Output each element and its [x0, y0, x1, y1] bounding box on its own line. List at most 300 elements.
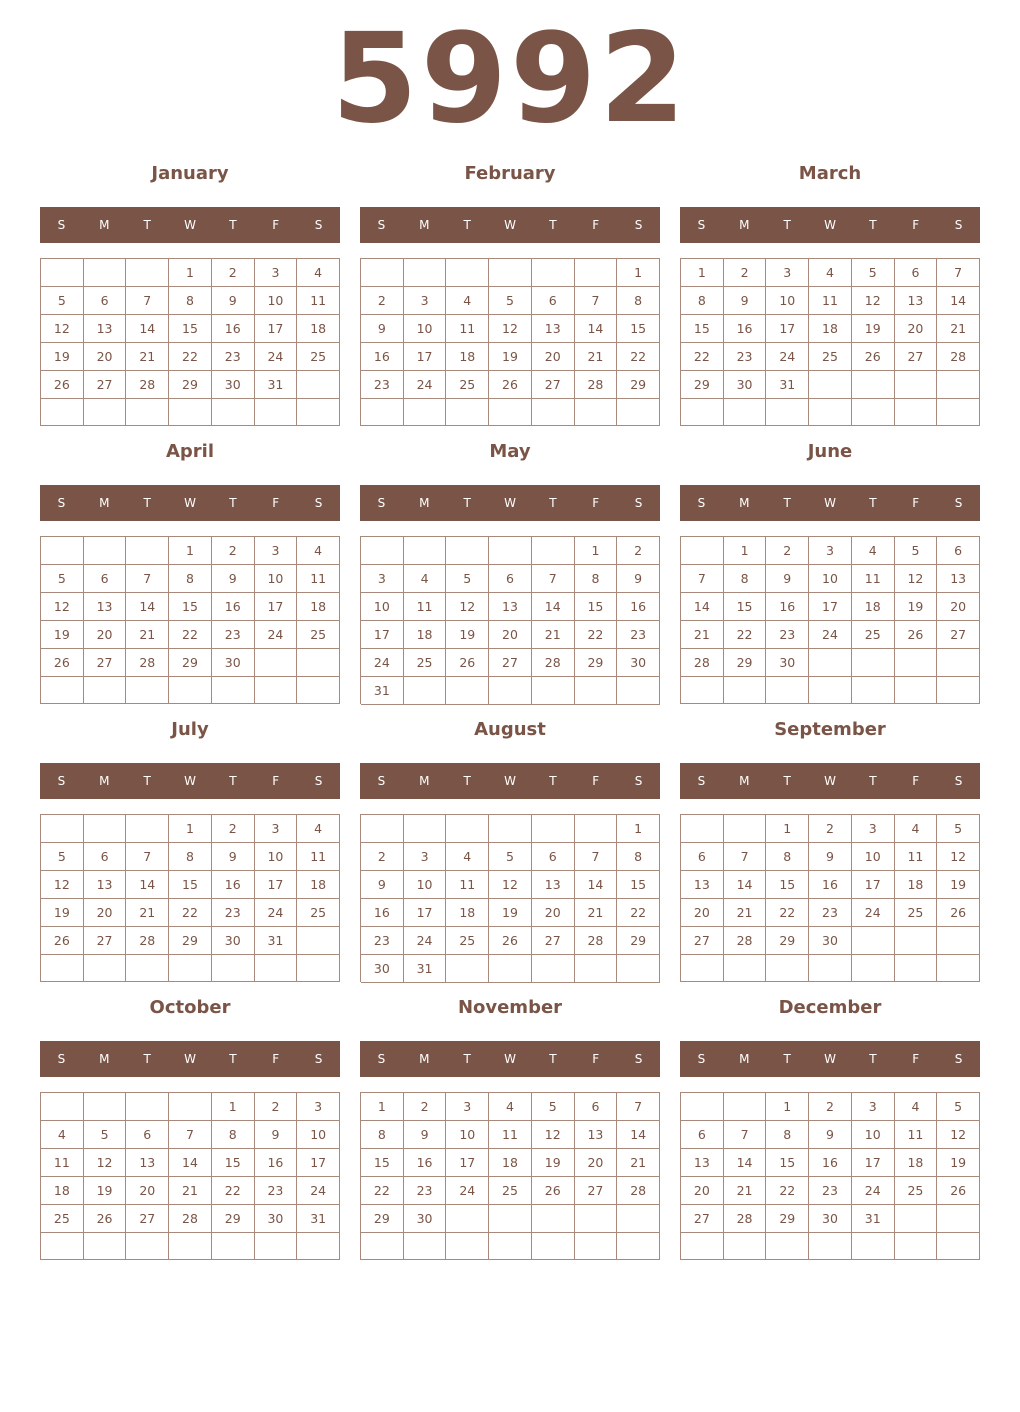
day-cell: 30	[212, 371, 255, 399]
day-cell	[212, 955, 255, 982]
day-cell: 31	[361, 677, 404, 705]
day-cell: 31	[255, 371, 298, 399]
day-cell: 7	[617, 1093, 660, 1121]
day-cell: 7	[575, 843, 618, 871]
day-cell: 3	[361, 565, 404, 593]
month-name: April	[165, 441, 215, 462]
day-cell	[297, 955, 340, 982]
day-cell	[361, 259, 404, 287]
day-cell	[532, 677, 575, 705]
day-cell: 12	[937, 843, 980, 871]
day-cell: 5	[41, 565, 84, 593]
day-cell: 6	[126, 1121, 169, 1149]
day-cell: 10	[404, 871, 447, 899]
day-cell: 26	[84, 1205, 127, 1233]
day-cell: 2	[212, 259, 255, 287]
day-cell: 21	[126, 343, 169, 371]
weekday-label: W	[184, 496, 196, 510]
day-cell: 16	[212, 871, 255, 899]
day-cell	[446, 537, 489, 565]
day-cell	[41, 1093, 84, 1121]
day-cell: 9	[212, 843, 255, 871]
day-cell: 14	[724, 1149, 767, 1177]
day-cell	[809, 677, 852, 704]
day-cell: 14	[937, 287, 980, 315]
weekday-label: W	[504, 1052, 516, 1066]
day-cell	[41, 955, 84, 982]
weekday-label: S	[954, 218, 963, 232]
month-name: January	[151, 163, 229, 184]
day-cell: 25	[446, 927, 489, 955]
day-cell	[852, 677, 895, 704]
day-cell	[809, 1233, 852, 1260]
day-cell	[297, 677, 340, 704]
day-cell: 11	[895, 843, 938, 871]
day-cell	[212, 677, 255, 704]
day-cell	[852, 399, 895, 426]
day-cell	[169, 1093, 212, 1121]
day-cell: 5	[895, 537, 938, 565]
day-cell: 18	[809, 315, 852, 343]
day-cell	[809, 399, 852, 426]
month-name: November	[457, 997, 563, 1018]
day-cell: 24	[404, 927, 447, 955]
day-cell	[724, 399, 767, 426]
day-cell: 20	[575, 1149, 618, 1177]
day-cell: 25	[895, 1177, 938, 1205]
day-cell: 14	[126, 315, 169, 343]
day-cell	[532, 537, 575, 565]
day-cell: 17	[255, 871, 298, 899]
weekday-label: T	[229, 496, 237, 510]
day-cell: 3	[255, 815, 298, 843]
day-cell: 21	[724, 1177, 767, 1205]
month-name: August	[474, 719, 546, 740]
day-cell: 2	[212, 537, 255, 565]
day-cell	[212, 1233, 255, 1260]
day-cell: 11	[297, 843, 340, 871]
day-cell	[937, 1233, 980, 1260]
day-cell: 27	[84, 649, 127, 677]
day-cell	[681, 537, 724, 565]
day-cell: 17	[809, 593, 852, 621]
day-cell: 29	[212, 1205, 255, 1233]
day-cell: 18	[446, 899, 489, 927]
day-cell	[937, 371, 980, 399]
day-cell: 19	[937, 871, 980, 899]
day-cell: 24	[361, 649, 404, 677]
day-cell	[404, 399, 447, 426]
day-cell: 15	[724, 593, 767, 621]
day-cell	[84, 399, 127, 426]
day-cell: 20	[84, 621, 127, 649]
day-cell: 20	[489, 621, 532, 649]
day-cell	[617, 1233, 660, 1260]
day-cell	[681, 955, 724, 982]
day-cell: 8	[617, 843, 660, 871]
day-cell	[126, 815, 169, 843]
day-cell: 1	[766, 1093, 809, 1121]
weekday-label: W	[824, 218, 836, 232]
day-cell: 5	[446, 565, 489, 593]
day-cell: 23	[617, 621, 660, 649]
day-cell: 13	[895, 287, 938, 315]
day-cell	[126, 955, 169, 982]
day-cell	[169, 955, 212, 982]
day-cell: 1	[169, 815, 212, 843]
day-cell: 18	[852, 593, 895, 621]
day-cell: 18	[41, 1177, 84, 1205]
weekday-label: T	[143, 774, 151, 788]
weekday-label: S	[954, 496, 963, 510]
day-cell: 25	[489, 1177, 532, 1205]
weekday-label: M	[99, 774, 110, 788]
day-cell	[852, 371, 895, 399]
day-cell: 25	[446, 371, 489, 399]
day-cell: 28	[617, 1177, 660, 1205]
day-cell: 13	[126, 1149, 169, 1177]
day-cell: 5	[41, 287, 84, 315]
day-cell: 30	[404, 1205, 447, 1233]
day-cell: 25	[404, 649, 447, 677]
day-cell: 15	[617, 871, 660, 899]
day-cell: 24	[766, 343, 809, 371]
day-cell: 5	[41, 843, 84, 871]
day-cell: 3	[255, 259, 298, 287]
day-cell: 12	[937, 1121, 980, 1149]
day-cell: 22	[617, 899, 660, 927]
day-cell: 27	[84, 371, 127, 399]
day-cell: 6	[532, 843, 575, 871]
day-cell: 10	[766, 287, 809, 315]
day-cell: 26	[489, 371, 532, 399]
day-cell: 30	[212, 927, 255, 955]
day-cell: 14	[126, 871, 169, 899]
day-cell: 21	[681, 621, 724, 649]
day-cell: 5	[937, 815, 980, 843]
day-cell: 12	[852, 287, 895, 315]
month-name: March	[798, 163, 862, 184]
day-cell: 7	[681, 565, 724, 593]
day-cell	[937, 955, 980, 982]
day-cell: 22	[212, 1177, 255, 1205]
day-cell: 6	[532, 287, 575, 315]
day-cell	[41, 537, 84, 565]
weekday-label: S	[377, 774, 386, 788]
day-cell: 25	[895, 899, 938, 927]
day-cell	[489, 259, 532, 287]
weekday-label: T	[783, 218, 791, 232]
day-cell	[617, 955, 660, 983]
day-cell: 19	[84, 1177, 127, 1205]
weekday-label: T	[463, 496, 471, 510]
day-cell: 15	[169, 871, 212, 899]
weekday-header	[40, 763, 340, 799]
weekday-header	[680, 485, 980, 521]
day-cell: 24	[852, 899, 895, 927]
weekday-label: T	[463, 774, 471, 788]
day-cell: 29	[766, 927, 809, 955]
day-cell: 24	[255, 343, 298, 371]
day-cell	[404, 537, 447, 565]
day-cell: 1	[617, 815, 660, 843]
weekday-header	[40, 1041, 340, 1077]
weekday-label: T	[229, 774, 237, 788]
day-cell: 1	[212, 1093, 255, 1121]
day-cell: 11	[446, 871, 489, 899]
day-cell	[852, 1233, 895, 1260]
day-cell: 19	[446, 621, 489, 649]
day-cell	[724, 677, 767, 704]
day-cell: 24	[255, 621, 298, 649]
day-cell: 1	[169, 537, 212, 565]
day-cell: 26	[852, 343, 895, 371]
weekday-label: S	[314, 1052, 323, 1066]
day-cell: 27	[681, 1205, 724, 1233]
day-cell: 30	[361, 955, 404, 983]
weekday-label: F	[272, 496, 280, 510]
weekday-label: M	[99, 496, 110, 510]
day-cell: 27	[532, 371, 575, 399]
day-cell: 29	[617, 927, 660, 955]
day-cell: 7	[937, 259, 980, 287]
day-cell: 31	[766, 371, 809, 399]
day-cell: 3	[766, 259, 809, 287]
day-cell	[724, 1233, 767, 1260]
day-cell: 16	[724, 315, 767, 343]
day-cell: 16	[255, 1149, 298, 1177]
weekday-label: F	[592, 1052, 600, 1066]
day-cell: 7	[169, 1121, 212, 1149]
day-cell: 9	[809, 1121, 852, 1149]
day-cell: 10	[852, 1121, 895, 1149]
day-cell: 11	[895, 1121, 938, 1149]
day-cell: 8	[169, 287, 212, 315]
day-cell: 27	[532, 927, 575, 955]
day-cell: 23	[255, 1177, 298, 1205]
weekday-label: T	[463, 218, 471, 232]
weekday-label: T	[549, 496, 557, 510]
weekday-label: S	[697, 1052, 706, 1066]
day-cell: 31	[255, 927, 298, 955]
day-cell	[126, 399, 169, 426]
day-cell: 26	[41, 649, 84, 677]
day-cell: 20	[84, 343, 127, 371]
day-grid	[360, 814, 660, 982]
day-cell	[532, 399, 575, 426]
day-cell: 9	[617, 565, 660, 593]
day-cell	[575, 1233, 618, 1260]
day-cell: 22	[617, 343, 660, 371]
day-cell	[724, 955, 767, 982]
day-cell	[724, 815, 767, 843]
day-cell: 27	[937, 621, 980, 649]
weekday-label: S	[634, 1052, 643, 1066]
day-cell	[255, 1233, 298, 1260]
day-cell: 8	[724, 565, 767, 593]
day-cell: 16	[212, 315, 255, 343]
day-cell: 26	[489, 927, 532, 955]
day-grid	[40, 1092, 340, 1260]
day-cell	[361, 537, 404, 565]
weekday-header	[360, 485, 660, 521]
weekday-label: S	[634, 218, 643, 232]
day-cell	[255, 399, 298, 426]
day-cell: 6	[681, 843, 724, 871]
day-cell: 4	[895, 1093, 938, 1121]
day-cell: 11	[489, 1121, 532, 1149]
day-cell: 21	[617, 1149, 660, 1177]
weekday-label: W	[824, 496, 836, 510]
day-cell	[84, 537, 127, 565]
day-cell: 15	[361, 1149, 404, 1177]
day-cell: 16	[809, 1149, 852, 1177]
day-cell: 13	[681, 1149, 724, 1177]
day-cell: 6	[84, 843, 127, 871]
weekday-label: M	[419, 1052, 430, 1066]
day-cell	[532, 955, 575, 983]
day-cell: 4	[41, 1121, 84, 1149]
year-title: 5992	[331, 7, 689, 151]
day-cell: 16	[617, 593, 660, 621]
weekday-label: F	[912, 1052, 920, 1066]
weekday-label: F	[592, 774, 600, 788]
day-cell	[446, 677, 489, 705]
day-grid	[360, 258, 660, 426]
day-cell	[895, 399, 938, 426]
day-cell: 19	[489, 899, 532, 927]
day-cell: 22	[766, 1177, 809, 1205]
day-cell: 17	[766, 315, 809, 343]
day-cell: 5	[489, 843, 532, 871]
day-cell: 9	[766, 565, 809, 593]
day-cell: 17	[255, 315, 298, 343]
day-cell: 13	[489, 593, 532, 621]
day-cell	[126, 259, 169, 287]
weekday-label: S	[954, 774, 963, 788]
day-cell	[809, 649, 852, 677]
day-cell	[617, 399, 660, 426]
day-cell: 3	[255, 537, 298, 565]
day-grid	[680, 814, 980, 982]
weekday-label: M	[739, 496, 750, 510]
day-cell: 1	[169, 259, 212, 287]
weekday-label: M	[419, 496, 430, 510]
weekday-header	[360, 1041, 660, 1077]
day-cell	[532, 1205, 575, 1233]
day-cell: 7	[575, 287, 618, 315]
weekday-label: W	[824, 774, 836, 788]
day-cell: 6	[575, 1093, 618, 1121]
day-cell: 3	[446, 1093, 489, 1121]
day-cell	[126, 677, 169, 704]
weekday-label: S	[314, 496, 323, 510]
day-cell: 1	[617, 259, 660, 287]
day-cell: 23	[809, 899, 852, 927]
day-cell: 7	[126, 843, 169, 871]
day-cell	[681, 815, 724, 843]
day-cell: 25	[809, 343, 852, 371]
day-cell	[297, 649, 340, 677]
weekday-label: S	[634, 774, 643, 788]
day-cell: 19	[895, 593, 938, 621]
day-cell	[617, 677, 660, 705]
day-cell: 19	[41, 899, 84, 927]
weekday-label: S	[377, 1052, 386, 1066]
day-cell	[255, 649, 298, 677]
day-cell: 8	[766, 843, 809, 871]
day-cell	[84, 1233, 127, 1260]
day-cell: 2	[766, 537, 809, 565]
day-cell	[895, 1205, 938, 1233]
day-cell: 21	[724, 899, 767, 927]
day-cell	[41, 677, 84, 704]
weekday-label: W	[184, 774, 196, 788]
day-cell: 6	[489, 565, 532, 593]
day-cell: 15	[681, 315, 724, 343]
day-cell: 27	[126, 1205, 169, 1233]
day-cell: 3	[852, 1093, 895, 1121]
day-cell	[84, 1093, 127, 1121]
weekday-header	[680, 763, 980, 799]
weekday-label: F	[912, 496, 920, 510]
day-cell	[575, 259, 618, 287]
day-cell: 15	[575, 593, 618, 621]
weekday-label: M	[419, 774, 430, 788]
day-cell: 10	[255, 565, 298, 593]
day-cell: 3	[852, 815, 895, 843]
day-cell: 6	[84, 287, 127, 315]
day-cell: 17	[852, 1149, 895, 1177]
day-cell: 1	[766, 815, 809, 843]
day-cell	[852, 649, 895, 677]
day-cell	[404, 677, 447, 705]
day-cell: 4	[446, 843, 489, 871]
day-cell: 7	[532, 565, 575, 593]
day-cell: 2	[255, 1093, 298, 1121]
day-cell: 28	[681, 649, 724, 677]
day-cell	[169, 1233, 212, 1260]
day-cell: 11	[297, 565, 340, 593]
day-cell: 13	[575, 1121, 618, 1149]
weekday-label: F	[912, 218, 920, 232]
day-cell: 11	[852, 565, 895, 593]
day-cell	[937, 677, 980, 704]
day-cell	[489, 399, 532, 426]
day-cell	[84, 259, 127, 287]
day-cell: 7	[724, 843, 767, 871]
day-cell: 30	[724, 371, 767, 399]
day-cell: 16	[766, 593, 809, 621]
day-cell: 31	[404, 955, 447, 983]
day-cell: 30	[766, 649, 809, 677]
weekday-label: T	[143, 218, 151, 232]
weekday-header	[680, 207, 980, 243]
day-grid	[40, 258, 340, 426]
day-cell: 4	[852, 537, 895, 565]
day-grid	[360, 1092, 660, 1260]
day-cell	[361, 815, 404, 843]
weekday-label: S	[697, 218, 706, 232]
day-cell: 25	[297, 899, 340, 927]
day-cell: 17	[255, 593, 298, 621]
day-cell: 18	[297, 593, 340, 621]
day-cell: 29	[617, 371, 660, 399]
day-cell: 6	[895, 259, 938, 287]
day-cell: 9	[724, 287, 767, 315]
day-cell: 7	[126, 565, 169, 593]
day-cell: 7	[724, 1121, 767, 1149]
